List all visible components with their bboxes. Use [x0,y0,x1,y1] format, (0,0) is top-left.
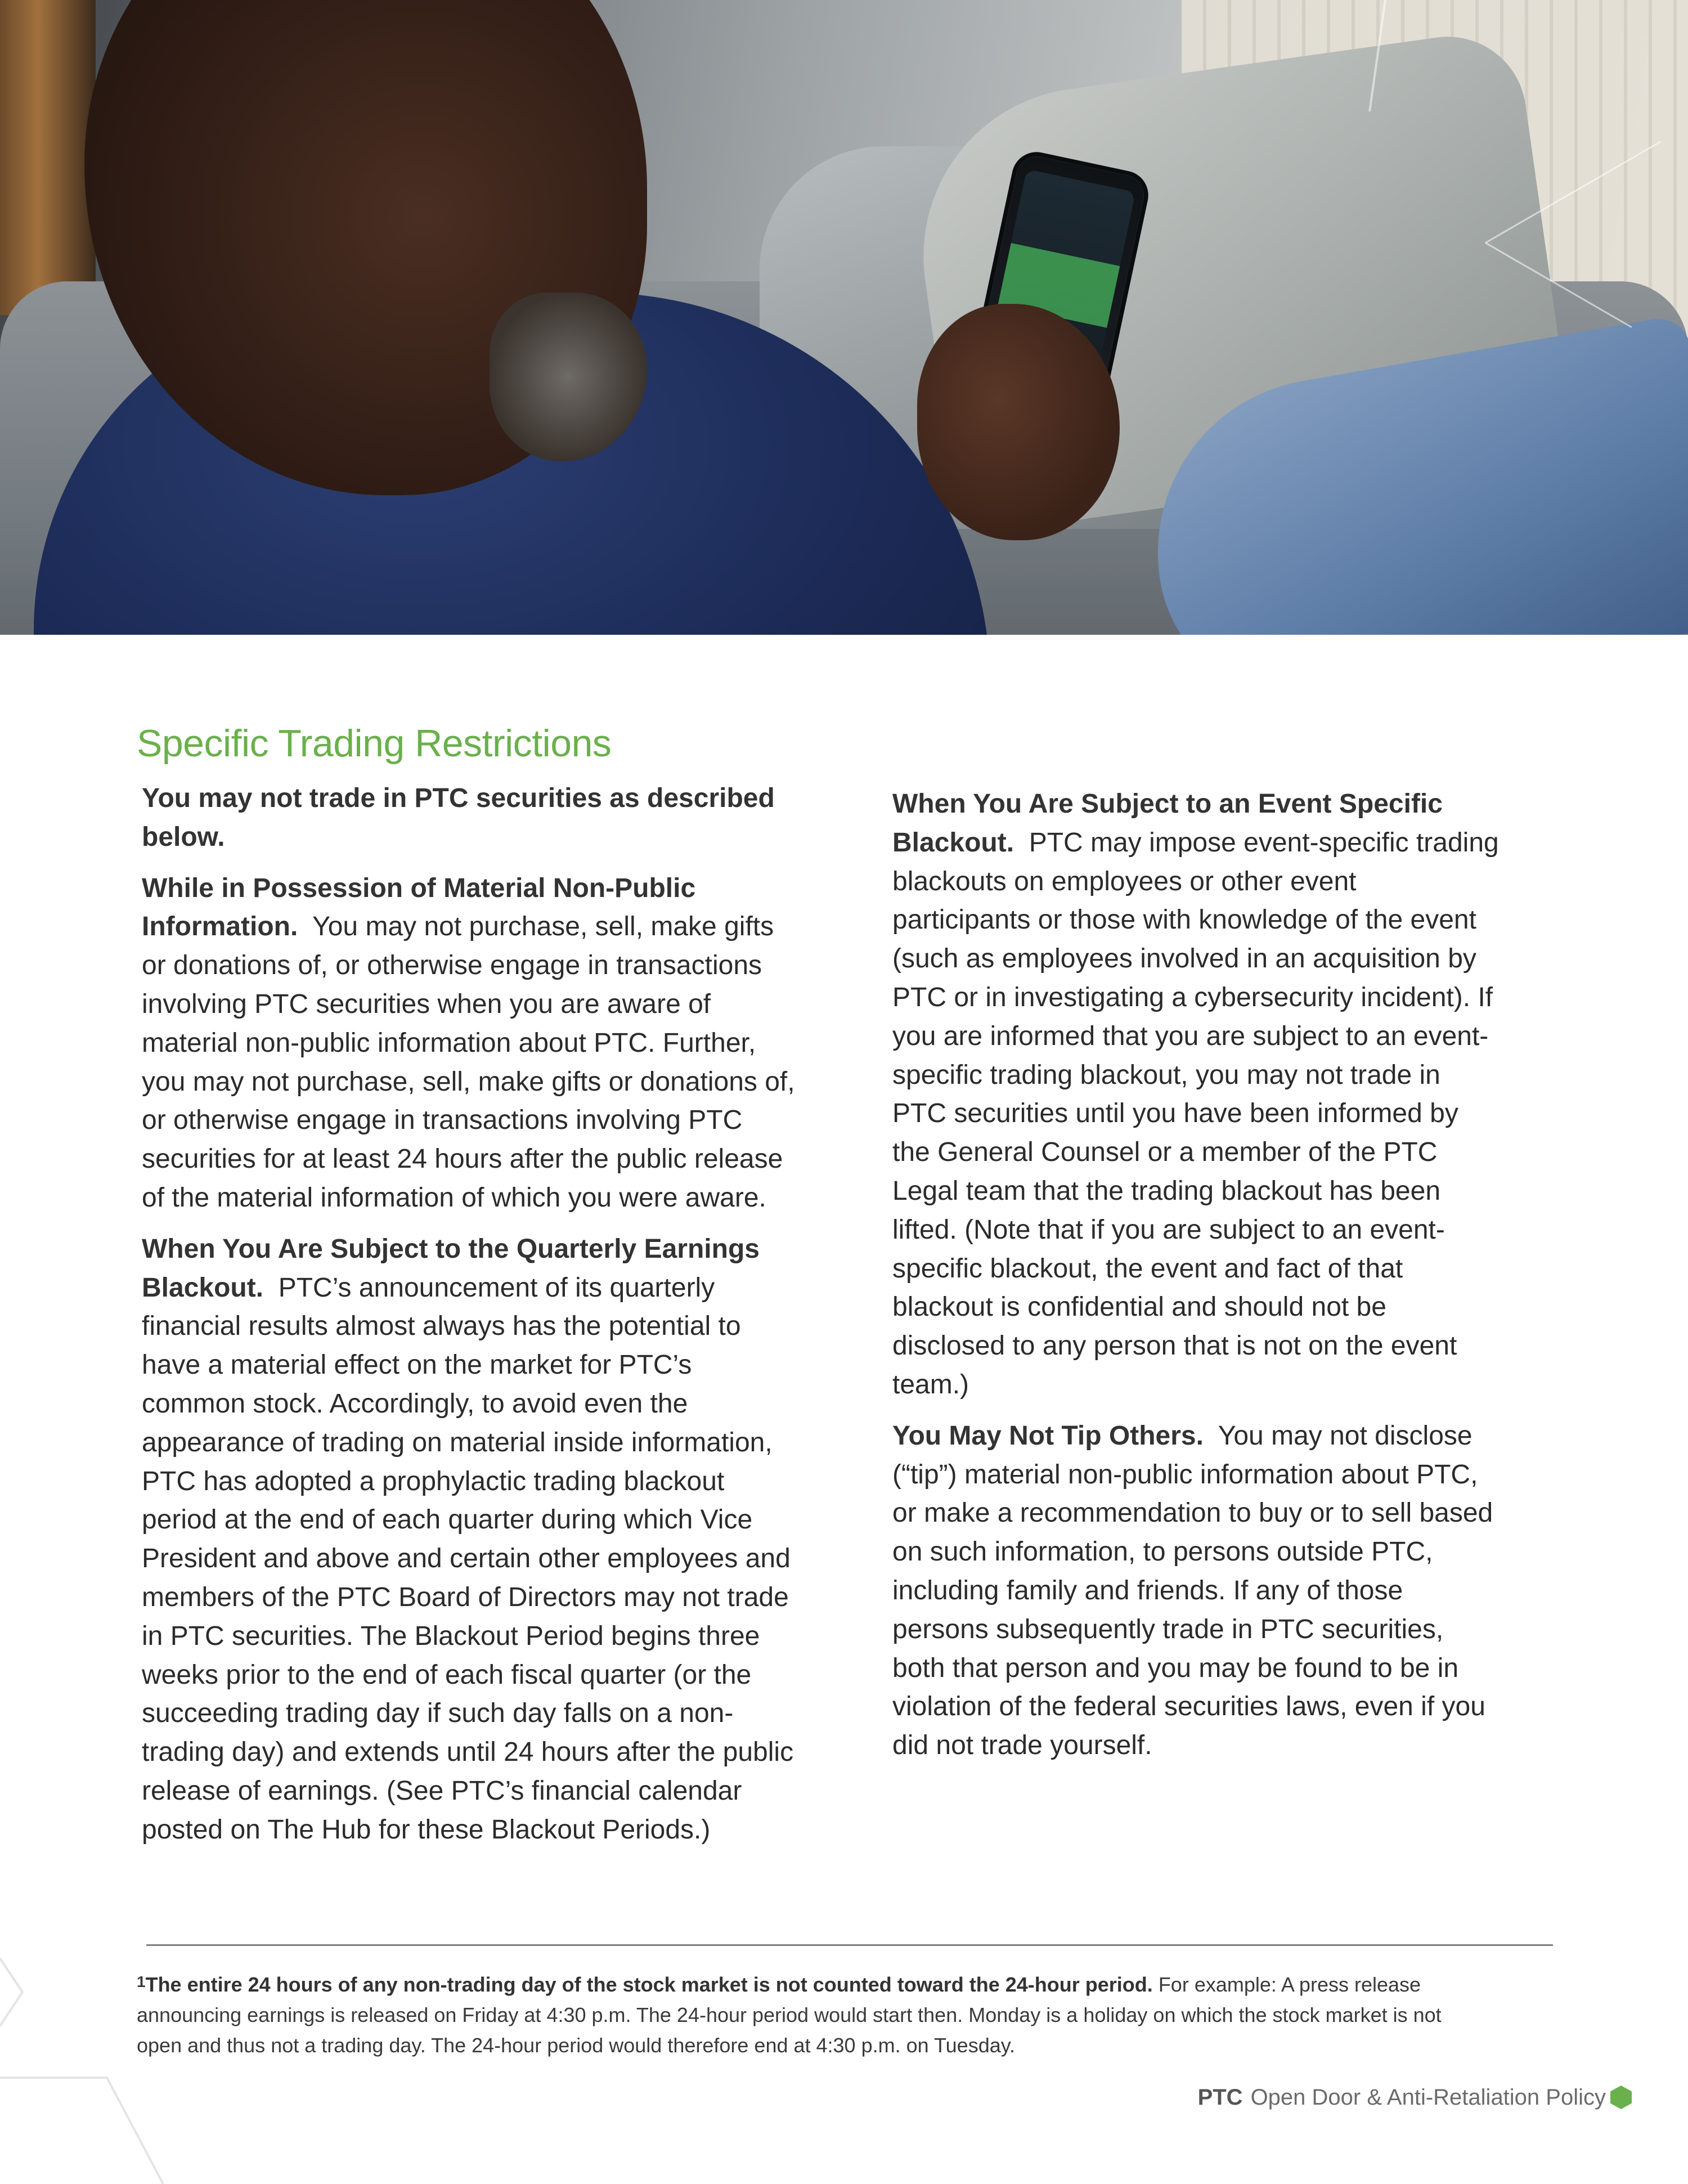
mnpi-heading: While in Possession of Material Non-Public Information. [142,873,696,942]
event-heading: When You Are Subject to an Event Specific Blackout. [892,789,1443,858]
footnote-divider [146,1944,1553,1946]
right-column [892,785,1500,1778]
mnpi-paragraph [142,869,800,1218]
footnote-bold: The entire 24 hours of any non-trading day of the stock market is not counted toward the 24-hour period. [145,1973,1153,1996]
quarterly-body: PTC’s announcement of its quarterly financial results almost always has the potential to have a material effect on the market for PTC’s common stock. Accordingly, to avoid even the appearance of trading on material inside information, PTC has adopted a prophylactic trading blackout period at the end of each quarter during which Vice President and above and certain other employees and members of the PTC Board of Directors may not trade in PTC securities. The Blackout Period begins three weeks prior to the end of each fiscal quarter (or the succeeding trading day if such day falls on a non-trading day) and extends until 24 hours after the public release of earnings. (See PTC’s financial calendar posted on The Hub for these Blackout Periods.) [142,1272,794,1845]
mnpi-body: You may not purchase, sell, make gifts or donations of, or otherwise engage in transactions involving PTC securities when you are aware of material non-public information about PTC. Further, you may not purchase, sell, make gifts or donations of, or otherwise engage in transactions involving PTC securities for at least 24 hours after the public release of the material information of which you were aware. [142,912,795,1213]
section-title: Specific Trading Restrictions [137,722,612,765]
intro-text: You may not trade in PTC securities as described below. [142,783,775,852]
event-paragraph [892,785,1500,1405]
footer-brand: PTC [1197,2085,1243,2110]
tip-heading: You May Not Tip Others. [892,1420,1204,1451]
intro-paragraph [142,779,800,857]
footer-title: Open Door & Anti-Retaliation Policy [1250,2085,1606,2110]
left-column [142,779,800,1862]
event-body: PTC may impose event-specific trading blackouts on employees or other event participants or those with knowledge of the event (such as employees involved in an acquisition by PTC or in investigating a cybersecurity incident). If you are informed that you are subject to an event-specific trading blackout, you may not trade in PTC securities until you have been informed by the General Counsel or a member of the PTC Legal team that the trading blackout has been lifted. (Note that if you are subject to an event-specific blackout, the event and fact of that blackout is confidential and should not be disclosed to any person that is not on the event team.) [892,827,1499,1400]
tip-paragraph [892,1417,1500,1765]
footnote [137,1967,1487,2061]
hexagon-icon [1608,2084,1634,2110]
page-footer [1198,2082,1634,2113]
footnote-text: For example: A press release announcing earnings is released on Friday at 4:30 p.m. The 24-hour period would start then. Monday is a holiday on which the stock market is not open and thus not a trading day. The 24-hour period would therefore end at 4:30 p.m. on Tuesday. [137,1973,1442,2057]
hero-image [0,0,1688,635]
hero-bookshelf [0,0,96,315]
quarterly-heading: When You Are Subject to the Quarterly Earnings Blackout. [142,1234,760,1303]
quarterly-paragraph [142,1230,800,1850]
footnote-marker: 1 [137,1973,146,1990]
tip-body: You may not disclose (“tip”) material non-public information about PTC, or make a recommendation to buy or to sell based on such information, to persons outside PTC, including family and friends. If any of those persons subsequently trade in PTC securities, both that person and you may be found to be in violation of the federal securities laws, even if you did not trade yourself. [892,1420,1493,1761]
